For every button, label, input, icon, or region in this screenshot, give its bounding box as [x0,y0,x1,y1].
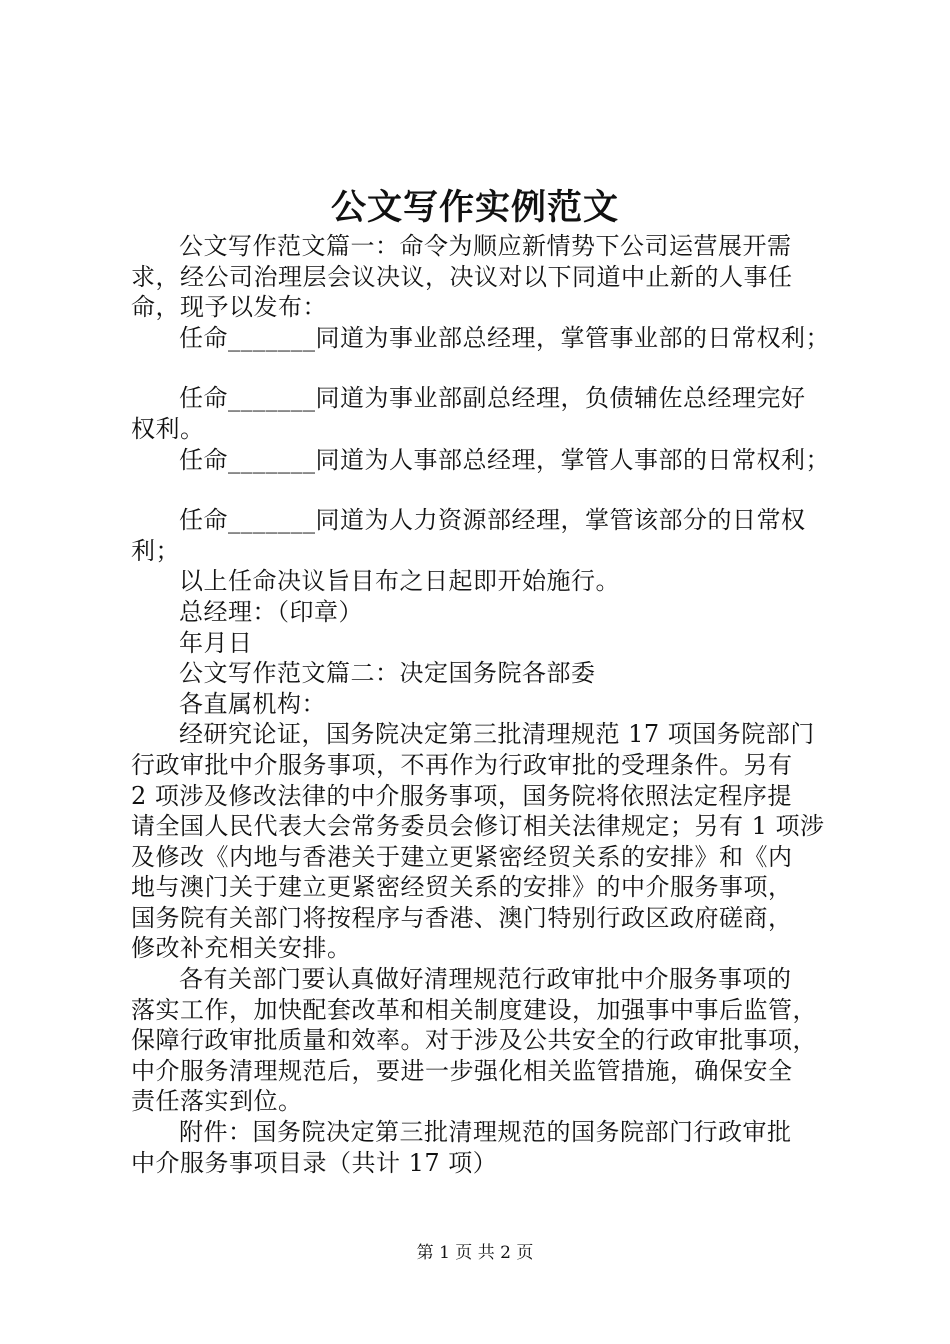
paragraph-line: 命，现予以发布： [131,293,327,322]
paragraph-line: 利； [131,536,180,565]
paragraph-line: 保障行政审批质量和效率。对于涉及公共安全的行政审批事项， [131,1026,817,1055]
paragraph-line: 权利。 [131,414,205,443]
paragraph-line: 各有关部门要认真做好清理规范行政审批中介服务事项的 [179,965,792,994]
paragraph-line: 公文写作范文篇二：决定国务院各部委 [179,659,596,688]
paragraph-line: 经研究论证，国务院决定第三批清理规范 17 项国务院部门 [179,720,815,749]
paragraph-line: 请全国人民代表大会常务委员会修订相关法律规定；另有 1 项涉 [131,812,825,841]
paragraph-line: 中介服务清理规范后，要进一步强化相关监管措施，确保安全 [131,1056,793,1085]
page-footer: 第 1 页 共 2 页 [416,1243,534,1263]
paragraph-line: 公文写作范文篇一：命令为顺应新情势下公司运营展开需 [179,232,792,260]
paragraph-line: 行政审批中介服务事项，不再作为行政审批的受理条件。另有 [131,750,793,779]
document-body [131,231,851,1178]
paragraph-line: 落实工作，加快配套改革和相关制度建设，加强事中事后监管， [131,995,817,1024]
paragraph-line: 中介服务事项目录（共计 17 项） [131,1148,498,1177]
paragraph-line: 地与澳门关于建立更紧密经贸关系的安排》的中介服务事项， [131,873,793,902]
paragraph-line: 2 项涉及修改法律的中介服务事项，国务院将依照法定程序提 [131,781,792,810]
paragraph-line: 任命_______同道为人力资源部经理，掌管该部分的日常权 [179,506,806,535]
page-title: 公文写作实例范文 [330,187,619,228]
paragraph-line: 任命_______同道为事业部副总经理，负债辅佐总经理完好 [179,384,806,413]
paragraph-line: 各直属机构： [179,689,326,718]
paragraph-line: 年月日 [179,628,253,657]
paragraph-line: 附件：国务院决定第三批清理规范的国务院部门行政审批 [179,1118,792,1147]
paragraph-line: 任命_______同道为人事部总经理，掌管人事部的日常权利； [179,445,830,474]
paragraph-line: 总经理：（印章） [179,597,363,626]
paragraph-line: 求，经公司治理层会议决议，决议对以下同道中止新的人事任 [131,262,793,291]
paragraph-line: 及修改《内地与香港关于建立更紧密经贸关系的安排》和《内 [131,842,793,871]
paragraph-line: 修改补充相关安排。 [131,934,352,963]
paragraph-line: 责任落实到位。 [131,1087,303,1116]
paragraph-line: 以上任命决议旨目布之日起即开始施行。 [179,567,620,596]
paragraph-line: 国务院有关部门将按程序与香港、澳门特别行政区政府磋商， [131,903,793,932]
paragraph-line: 任命_______同道为事业部总经理，掌管事业部的日常权利； [179,323,830,352]
